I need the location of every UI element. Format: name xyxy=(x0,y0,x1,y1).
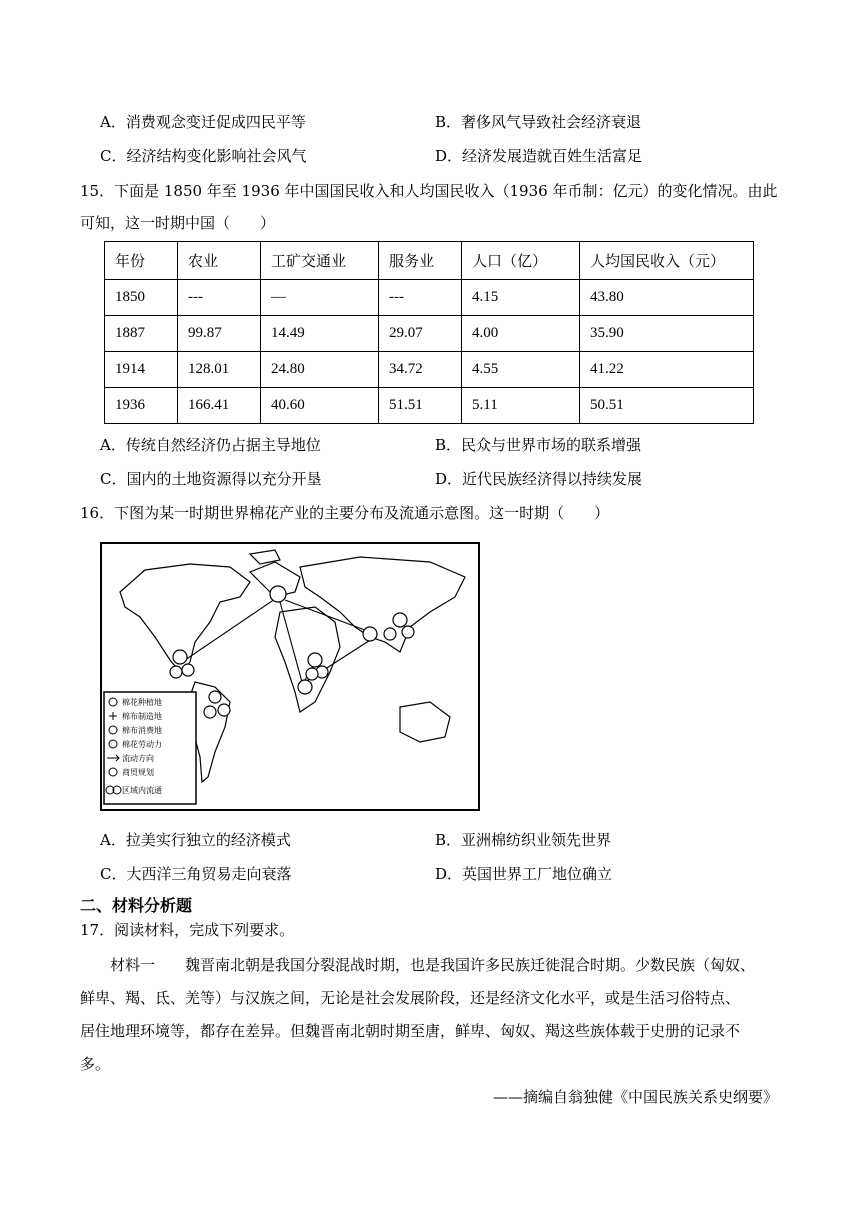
table-cell: 1936 xyxy=(105,388,178,424)
q15-option-d: D．近代民族经济得以持续发展 xyxy=(435,470,643,488)
table-cell: 29.07 xyxy=(379,316,462,352)
q15-stem-line2: 可知，这一时期中国（ ） xyxy=(80,214,276,232)
header-industry: 工矿交通业 xyxy=(261,242,379,280)
q14-option-a: A．消费观念变迁促成四民平等 xyxy=(100,113,306,131)
table-cell: — xyxy=(261,280,379,316)
section-heading: 二、材料分析题 xyxy=(80,896,193,915)
q17-source: ——摘编自翁独健《中国民族关系史纲要》 xyxy=(492,1088,778,1106)
q15-option-a: A．传统自然经济仍占据主导地位 xyxy=(100,436,321,454)
q17-material-line: 居住地理环境等，都存在差异。但魏晋南北朝时期至唐，鲜卑、匈奴、羯这些族体载于史册的记录不 xyxy=(80,1022,741,1040)
world-cotton-map xyxy=(100,542,480,811)
table-cell: 35.90 xyxy=(580,316,754,352)
table-cell: 24.80 xyxy=(261,352,379,388)
header-service: 服务业 xyxy=(379,242,462,280)
table-row xyxy=(105,352,754,388)
q14-option-b: B．奢侈风气导致社会经济衰退 xyxy=(435,113,642,131)
table-cell: 41.22 xyxy=(580,352,754,388)
table-cell: 40.60 xyxy=(261,388,379,424)
header-year: 年份 xyxy=(105,242,178,280)
table-cell: 1914 xyxy=(105,352,178,388)
table-cell: 4.15 xyxy=(462,280,580,316)
table-cell: 1850 xyxy=(105,280,178,316)
q16-option-a: A．拉美实行独立的经济模式 xyxy=(100,831,291,849)
legend-item: 区域内流通 xyxy=(122,786,162,795)
q14-option-c: C．经济结构变化影响社会风气 xyxy=(100,147,307,165)
q16-option-c: C．大西洋三角贸易走向衰落 xyxy=(100,865,292,883)
q15-option-c: C．国内的土地资源得以充分开垦 xyxy=(100,470,322,488)
table-cell: 1887 xyxy=(105,316,178,352)
header-agriculture: 农业 xyxy=(178,242,261,280)
q16-option-b: B．亚洲棉纺织业领先世界 xyxy=(435,831,612,849)
table-cell: --- xyxy=(178,280,261,316)
table-cell: --- xyxy=(379,280,462,316)
table-cell: 43.80 xyxy=(580,280,754,316)
header-population: 人口（亿） xyxy=(462,242,580,280)
q17-stem: 17．阅读材料，完成下列要求。 xyxy=(80,921,295,939)
table-cell: 166.41 xyxy=(178,388,261,424)
table-cell: 5.11 xyxy=(462,388,580,424)
q15-option-b: B．民众与世界市场的联系增强 xyxy=(435,436,642,454)
table-cell: 51.51 xyxy=(379,388,462,424)
legend-item: 棉花种植地 xyxy=(122,698,162,707)
table-cell: 128.01 xyxy=(178,352,261,388)
legend-item: 流动方向 xyxy=(122,754,154,763)
legend-item: 棉布制造地 xyxy=(122,712,162,721)
legend-item: 棉布消费地 xyxy=(122,726,162,735)
q17-material-line: 多。 xyxy=(80,1055,111,1073)
table-cell: 50.51 xyxy=(580,388,754,424)
q15-stem-line1: 15．下面是 1850 年至 1936 年中国国民收入和人均国民收入（1936 年币制：亿元）的变化情况。由此 xyxy=(80,182,778,200)
table-cell: 4.55 xyxy=(462,352,580,388)
table-cell: 14.49 xyxy=(261,316,379,352)
legend-item: 商贸规划 xyxy=(122,768,154,777)
legend-item: 棉花劳动力 xyxy=(122,740,162,749)
income-table xyxy=(104,241,754,424)
table-header-row xyxy=(105,242,754,280)
table-cell: 99.87 xyxy=(178,316,261,352)
table-row xyxy=(105,388,754,424)
table-row xyxy=(105,316,754,352)
q17-material-line: 材料一 魏晋南北朝是我国分裂混战时期，也是我国许多民族迁徙混合时期。少数民族（匈奴、 xyxy=(80,956,756,974)
q14-option-d: D．经济发展造就百姓生活富足 xyxy=(435,147,643,165)
header-per-capita: 人均国民收入（元） xyxy=(580,242,754,280)
q16-option-d: D．英国世界工厂地位确立 xyxy=(435,865,613,883)
table-row xyxy=(105,280,754,316)
table-cell: 4.00 xyxy=(462,316,580,352)
q17-material-line: 鲜卑、羯、氐、羌等）与汉族之间，无论是社会发展阶段，还是经济文化水平，或是生活习俗特点、 xyxy=(80,989,741,1007)
table-cell: 34.72 xyxy=(379,352,462,388)
q16-stem: 16．下图为某一时期世界棉花产业的主要分布及流通示意图。这一时期（ ） xyxy=(80,504,610,522)
